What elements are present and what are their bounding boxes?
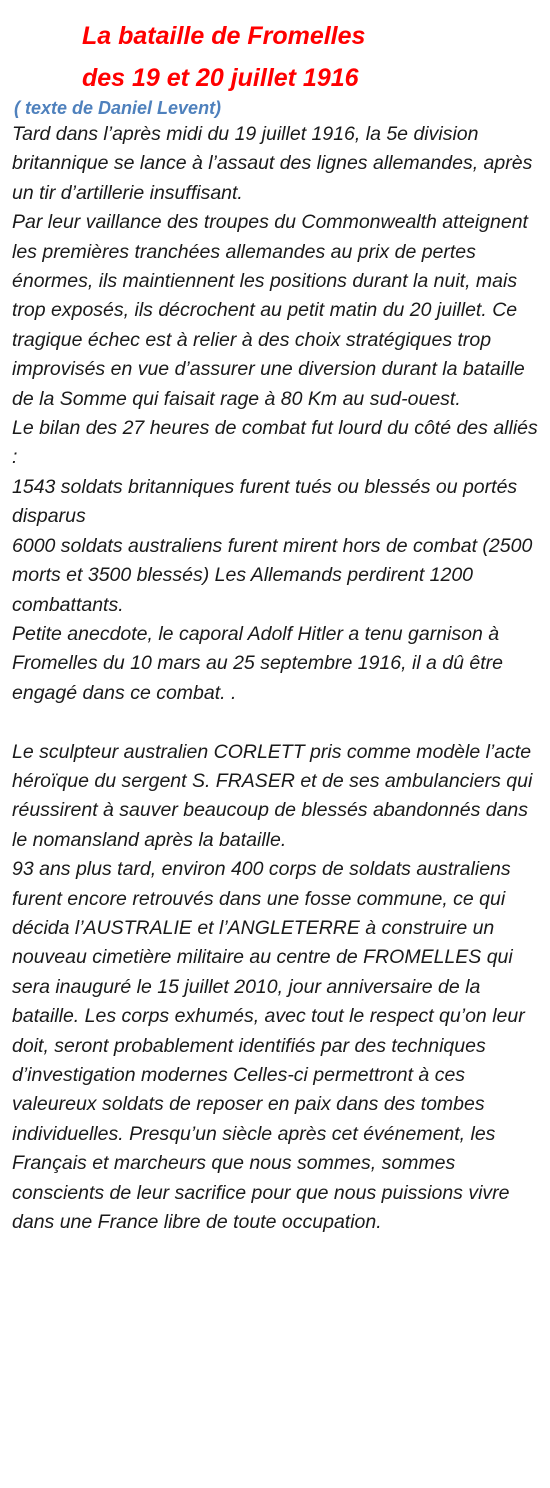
title-line-2: des 19 et 20 juillet 1916 (82, 64, 359, 92)
author-credit: ( texte de Daniel Levent) (14, 98, 222, 118)
paragraph-assault: Par leur vaillance des troupes du Commonwealth atteignent les premières tranchées allemandes au prix de pertes énormes, ils maintiennent les positions durant la nuit, mais trop exposés, ils décrochent au petit matin du 20 juillet. Ce tragique échec est à relier à des choix stratégiques trop improvisés en vue d’assurer une diversion durant la bataille de la Somme qui faisait rage à 80 Km au sud-ouest. (12, 211, 528, 410)
paragraph-intro: Tard dans l’après midi du 19 juillet 1916, la 5e division britannique se lance à l’assaut des lignes allemandes, après un tir d’artillerie insuffisant. (12, 123, 533, 204)
paragraph-sculptor: Le sculpteur australien CORLETT pris comme modèle l’acte héroïque du sergent S. FRASER et de ses ambulanciers qui réussirent à sauver beaucoup de blessés abandonnés dans le nomansland après la bataille. (12, 740, 533, 851)
paragraph-australian-losses: 6000 soldats australiens furent mirent hors de combat (2500 morts et 3500 blessés) Les Allemands perdirent 1200 combattants. (12, 534, 533, 616)
paragraph-cemetery: 93 ans plus tard, environ 400 corps de soldats australiens furent encore retrouvés dans une fosse commune, ce qui décida l’AUSTRALIE et l’ANGLETERRE à construire un nouveau cimetière militaire au centre de FROMELLES qui sera inauguré le 15 juillet 2010, jour anniversaire de la bataille. Les corps exhumés, avec tout le respect qu’on leur doit, seront probablement identifiés par des techniques d’investigation modernes Celles-ci permettront à ces valeureux soldats de reposer en paix dans des tombes individuelles. Presqu’un siècle après cet événement, les Français et marcheurs que nous sommes, sommes conscients de leur sacrifice pour que nous puissions vivre dans une France libre de toute occupation. (12, 858, 525, 1234)
paragraph-toll-intro: Le bilan des 27 heures de combat fut lourd du côté des alliés : (12, 417, 538, 469)
title-line-1: La bataille de Fromelles (82, 22, 366, 50)
paragraph-anecdote: Petite anecdote, le caporal Adolf Hitler a tenu garnison à Fromelles du 10 mars au 25 septembre 1916, il a dû être engagé dans ce combat. . (12, 622, 504, 704)
paragraph-spacer (12, 708, 542, 737)
paragraph-british-losses: 1543 soldats britanniques furent tués ou blessés ou portés disparus (12, 475, 518, 528)
